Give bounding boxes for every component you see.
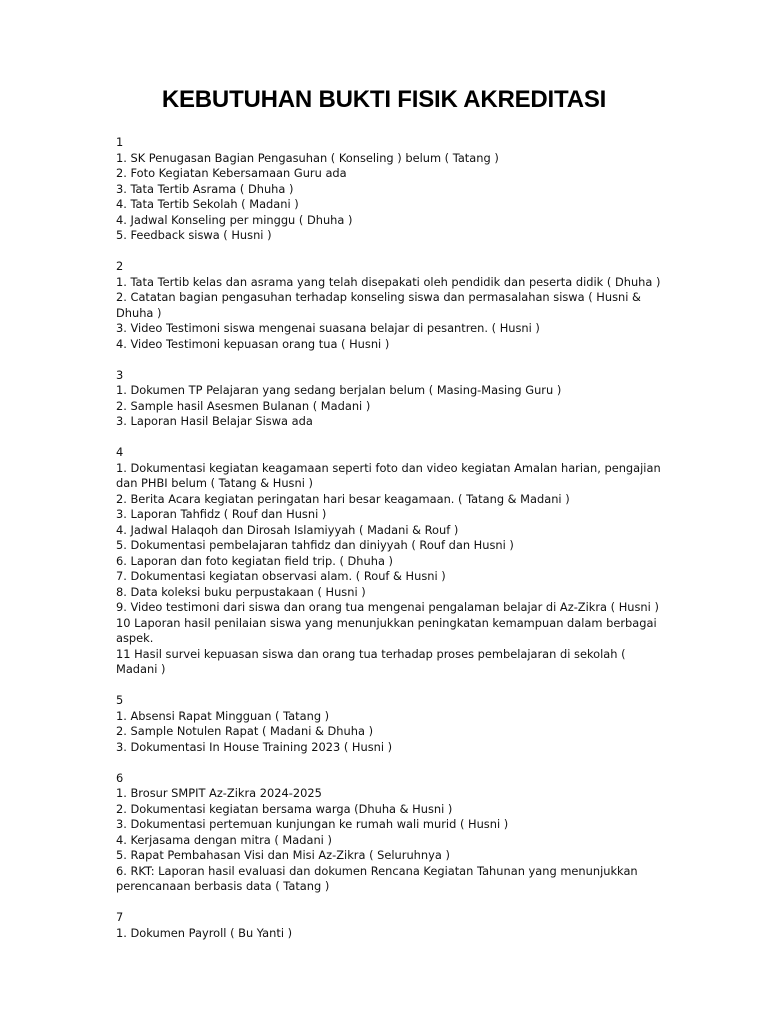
- list-item: 2. Foto Kegiatan Kebersamaan Guru ada: [116, 166, 347, 180]
- section-number: 3: [116, 367, 124, 382]
- list-item: 8. Data koleksi buku perpustakaan ( Husni ): [116, 584, 366, 599]
- section-number: 4: [116, 445, 124, 459]
- section-1: [116, 135, 661, 244]
- list-item: 1. Tata Tertib kelas dan asrama yang telah disepakati oleh pendidik dan peserta didik ( Dhuha ): [116, 274, 661, 289]
- section-7: [116, 910, 661, 941]
- section-number: 1: [116, 135, 124, 149]
- list-item: 3. Tata Tertib Asrama ( Dhuha ): [116, 181, 294, 196]
- list-item: 6. Laporan dan foto kegiatan field trip. ( Dhuha ): [116, 553, 393, 568]
- list-item: 2. Sample hasil Asesmen Bulanan ( Madani ): [116, 398, 371, 413]
- list-item: 1. Dokumen Payroll ( Bu Yanti ): [116, 925, 293, 940]
- section-2: [116, 259, 661, 352]
- section-number: 2: [116, 259, 124, 273]
- list-item: 5. Rapat Pembahasan Visi dan Misi Az-Zikra ( Seluruhnya ): [116, 848, 450, 862]
- list-item: 4. Jadwal Konseling per minggu ( Dhuha ): [116, 212, 353, 227]
- list-item: 1. Dokumentasi kegiatan keagamaan seperti foto dan video kegiatan Amalan harian, pengajian dan PHBI belum ( Tatang & Husni ): [116, 460, 661, 490]
- list-item: 2. Dokumentasi kegiatan bersama warga (Dhuha & Husni ): [116, 801, 453, 816]
- list-item: 3. Laporan Hasil Belajar Siswa ada: [116, 414, 313, 428]
- list-item: 4. Kerjasama dengan mitra ( Madani ): [116, 832, 332, 847]
- list-item: 4. Tata Tertib Sekolah ( Madani ): [116, 197, 299, 211]
- list-item: 2. Sample Notulen Rapat ( Madani & Dhuha ): [116, 724, 374, 738]
- list-item: 3. Video Testimoni siswa mengenai suasana belajar di pesantren. ( Husni ): [116, 321, 540, 335]
- section-number: 7: [116, 910, 124, 924]
- list-item: 4. Video Testimoni kepuasan orang tua ( Husni ): [116, 336, 390, 351]
- list-item: 11 Hasil survei kepuasan siswa dan orang tua terhadap proses pembelajaran di sekolah ( Madani ): [116, 646, 626, 676]
- list-item: 3. Dokumentasi In House Training 2023 ( Husni ): [116, 739, 393, 754]
- list-item: 2. Catatan bagian pengasuhan terhadap konseling siswa dan permasalahan siswa ( Husni & Dhuha ): [116, 290, 641, 320]
- list-item: 1. Dokumen TP Pelajaran yang sedang berjalan belum ( Masing-Masing Guru ): [116, 383, 562, 397]
- list-item: 4. Jadwal Halaqoh dan Dirosah Islamiyyah ( Madani & Rouf ): [116, 522, 459, 537]
- document-title: KEBUTUHAN BUKTI FISIK AKREDITASI: [161, 86, 607, 113]
- list-item: 10 Laporan hasil penilaian siswa yang menunjukkan peningkatan kemampuan dalam berbagai aspek.: [116, 615, 657, 645]
- section-6: [116, 771, 661, 895]
- list-item: 2. Berita Acara kegiatan peringatan hari besar keagamaan. ( Tatang & Madani ): [116, 491, 570, 506]
- section-5: [116, 693, 661, 755]
- section-4: [116, 445, 661, 678]
- section-number: 6: [116, 770, 124, 785]
- section-number: 5: [116, 693, 124, 707]
- list-item: 6. RKT: Laporan hasil evaluasi dan dokumen Rencana Kegiatan Tahunan yang menunjukkan perencanaan berbasis data ( Tatang ): [116, 863, 638, 893]
- list-item: 7. Dokumentasi kegiatan observasi alam. ( Rouf & Husni ): [116, 569, 446, 583]
- list-item: 1. Brosur SMPIT Az-Zikra 2024-2025: [116, 786, 322, 800]
- document-body: [116, 135, 661, 957]
- section-3: [116, 368, 661, 430]
- list-item: 5. Dokumentasi pembelajaran tahfidz dan diniyyah ( Rouf dan Husni ): [116, 538, 514, 552]
- list-item: 5. Feedback siswa ( Husni ): [116, 228, 272, 242]
- list-item: 1. Absensi Rapat Mingguan ( Tatang ): [116, 708, 330, 723]
- list-item: 3. Dokumentasi pertemuan kunjungan ke rumah wali murid ( Husni ): [116, 817, 509, 831]
- list-item: 9. Video testimoni dari siswa dan orang tua mengenai pengalaman belajar di Az-Zikra ( Husni ): [116, 600, 659, 614]
- list-item: 3. Laporan Tahfidz ( Rouf dan Husni ): [116, 507, 327, 521]
- list-item: 1. SK Penugasan Bagian Pengasuhan ( Konseling ) belum ( Tatang ): [116, 150, 499, 165]
